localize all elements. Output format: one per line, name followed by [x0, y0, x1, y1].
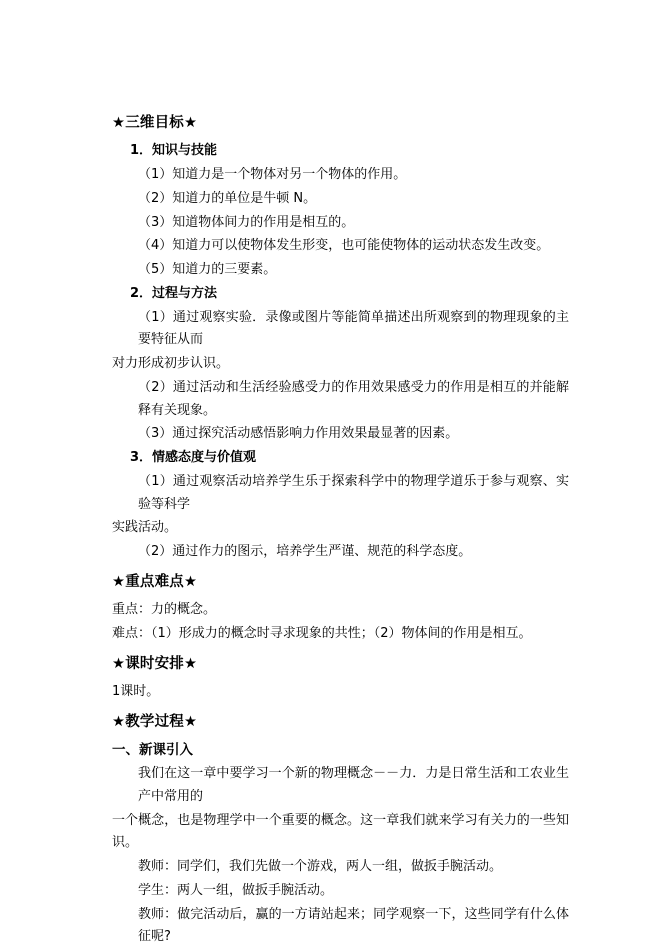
paragraph: 一个概念，也是物理学中一个重要的概念。这一章我们就来学习有关力的一些知识。	[112, 812, 569, 851]
document-body	[112, 112, 569, 949]
paragraph: 我们在这一章中要学习一个新的物理概念－－力．力是日常生活和工农业生产中常用的	[138, 766, 569, 804]
section-teaching-process	[112, 711, 569, 949]
paragraph: （4）知道力可以使物体发生形变，也可能使物体的运动状态发生改变。	[138, 238, 550, 254]
section-three-dimensional-goals	[112, 112, 569, 564]
section-heading: ★课时安排★	[112, 655, 198, 672]
paragraph: 对力形成初步认识。	[112, 356, 230, 372]
subheading-process-method: 2．过程与方法	[130, 285, 218, 301]
subheading-new-lesson-intro: 一、新课引入	[112, 741, 193, 758]
paragraph: （1）通过观察实验．录像或图片等能简单描述出所观察到的物理现象的主要特征从而	[138, 309, 569, 348]
paragraph: （1）通过观察活动培养学生乐于探索科学中的物理学道乐于参与观察、实验等科学	[138, 473, 569, 512]
paragraph: 教师：同学们，我们先做一个游戏，两人一组，做扳手腕活动。	[138, 859, 503, 875]
paragraph: （2）通过活动和生活经验感受力的作用效果感受力的作用是相互的并能解释有关现象。	[138, 379, 569, 418]
paragraph: 教师：做完活动后，赢的一方请站起来；同学观察一下，这些同学有什么体征呢?	[138, 906, 569, 945]
section-heading: ★三维目标★	[112, 115, 198, 131]
section-key-difficult-points	[112, 571, 569, 646]
section-heading: ★重点难点★	[112, 573, 198, 590]
paragraph: 难点：（1）形成力的概念时寻求现象的共性；（2）物体间的作用是相互。	[112, 626, 532, 642]
paragraph: （2）通过作力的图示，培养学生严谨、规范的科学态度。	[138, 544, 472, 560]
paragraph: 1课时。	[112, 684, 160, 700]
paragraph: （3）知道物体间力的作用是相互的。	[138, 214, 355, 230]
paragraph: 学生：两人一组，做扳手腕活动。	[138, 882, 334, 898]
paragraph: （1）知道力是一个物体对另一个物体的作用。	[138, 167, 407, 183]
paragraph: （5）知道力的三要素。	[138, 262, 277, 278]
section-heading: ★教学过程★	[112, 714, 198, 731]
paragraph: （3）通过探究活动感悟影响力作用效果最显著的因素。	[138, 426, 459, 442]
paragraph: 实践活动。	[112, 520, 178, 536]
paragraph: （2）知道力的单位是牛顿 N。	[138, 190, 317, 206]
subheading-attitude-values: 3．情感态度与价值观	[130, 450, 257, 466]
section-lesson-arrangement	[112, 653, 569, 704]
subheading-knowledge-skills: 1．知识与技能	[130, 143, 218, 159]
paragraph: 重点：力的概念。	[112, 602, 217, 618]
